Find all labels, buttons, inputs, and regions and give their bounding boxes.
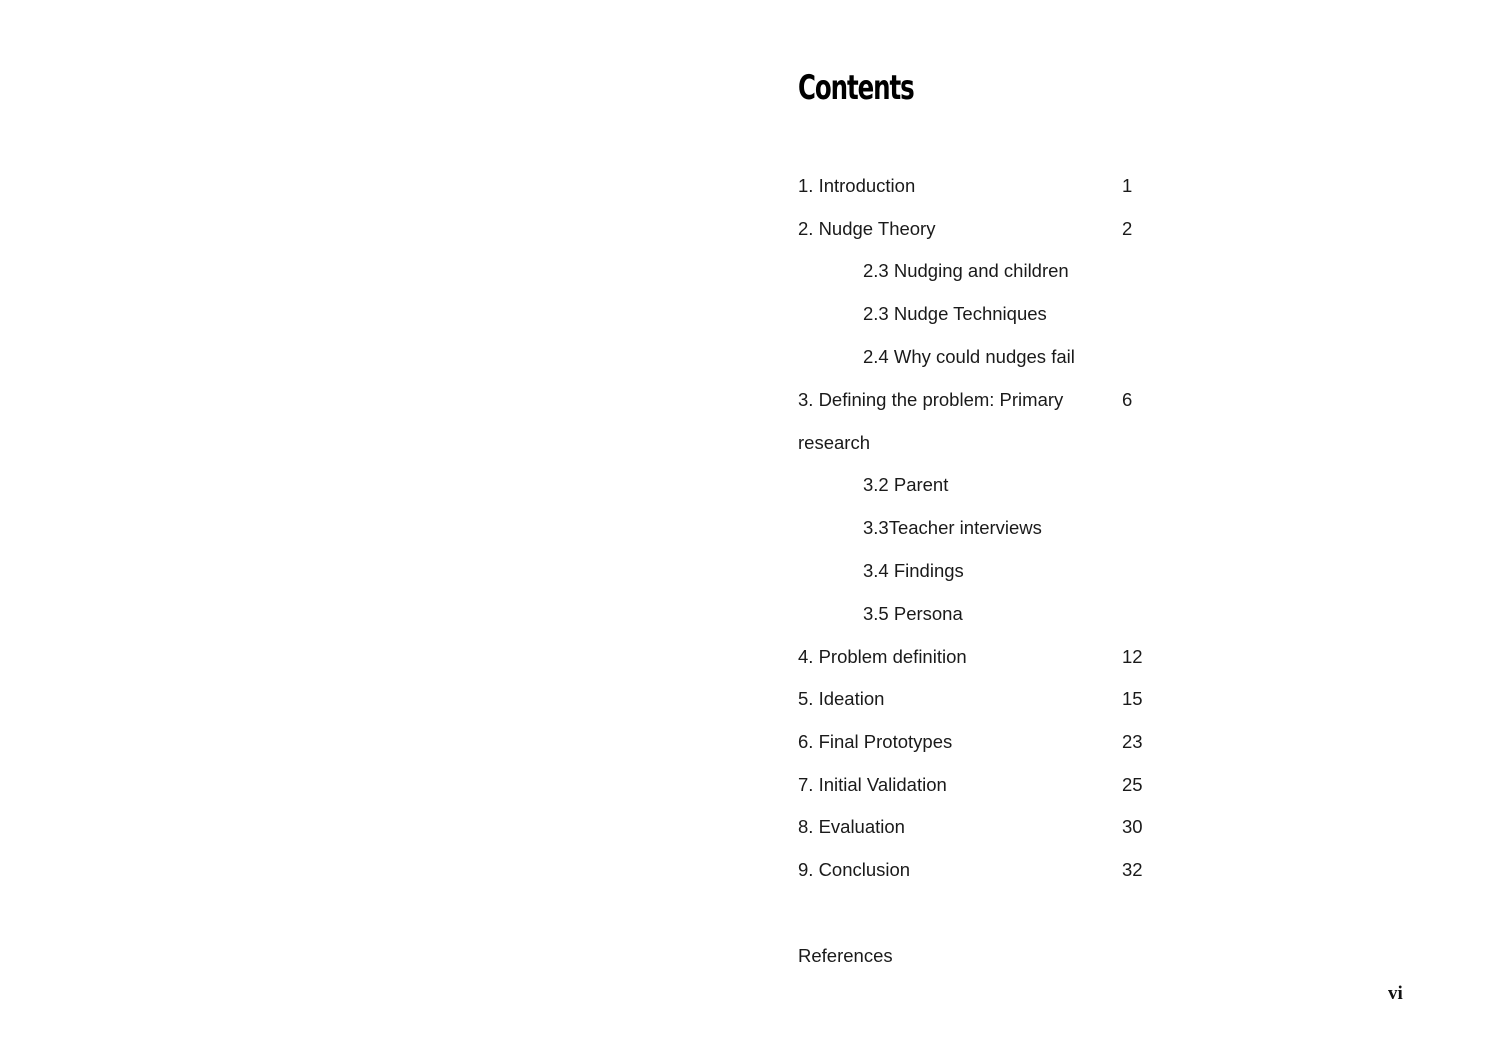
toc-entry-defining-problem-continued: research bbox=[798, 432, 870, 453]
toc-page-defining-problem: 6 bbox=[1122, 389, 1133, 410]
toc-entry-evaluation: 8. Evaluation bbox=[798, 816, 905, 837]
toc-subentry-nudges-fail: 2.4 Why could nudges fail bbox=[863, 346, 1075, 367]
toc-entry-initial-validation: 7. Initial Validation bbox=[798, 774, 947, 795]
toc-page-evaluation: 30 bbox=[1122, 816, 1143, 837]
toc-subentry-findings: 3.4 Findings bbox=[863, 560, 964, 581]
toc-entry-nudge-theory: 2. Nudge Theory bbox=[798, 218, 936, 239]
toc-entry-introduction: 1. Introduction bbox=[798, 175, 916, 196]
toc-page-ideation: 15 bbox=[1122, 688, 1143, 709]
toc-page-problem-definition: 12 bbox=[1122, 646, 1143, 667]
toc-entry-conclusion: 9. Conclusion bbox=[798, 859, 911, 880]
page-title: Contents bbox=[798, 68, 914, 108]
references-entry: References bbox=[798, 945, 893, 966]
toc-entry-ideation: 5. Ideation bbox=[798, 688, 885, 709]
toc-subentry-nudging-children: 2.3 Nudging and children bbox=[863, 260, 1069, 281]
toc-page-conclusion: 32 bbox=[1122, 859, 1143, 880]
toc-entry-defining-problem: 3. Defining the problem: Primary bbox=[798, 389, 1064, 410]
toc-page-nudge-theory: 2 bbox=[1122, 218, 1133, 239]
toc-entry-final-prototypes: 6. Final Prototypes bbox=[798, 731, 953, 752]
toc-page-initial-validation: 25 bbox=[1122, 774, 1143, 795]
toc-subentry-parent: 3.2 Parent bbox=[863, 474, 949, 495]
toc-entry-problem-definition: 4. Problem definition bbox=[798, 646, 967, 667]
toc-page-introduction: 1 bbox=[1122, 175, 1133, 196]
toc-page-final-prototypes: 23 bbox=[1122, 731, 1143, 752]
toc-subentry-teacher-interviews: 3.3Teacher interviews bbox=[863, 517, 1042, 538]
toc-subentry-persona: 3.5 Persona bbox=[863, 603, 963, 624]
page-number: vi bbox=[1388, 983, 1403, 1004]
toc-subentry-nudge-techniques: 2.3 Nudge Techniques bbox=[863, 303, 1047, 324]
